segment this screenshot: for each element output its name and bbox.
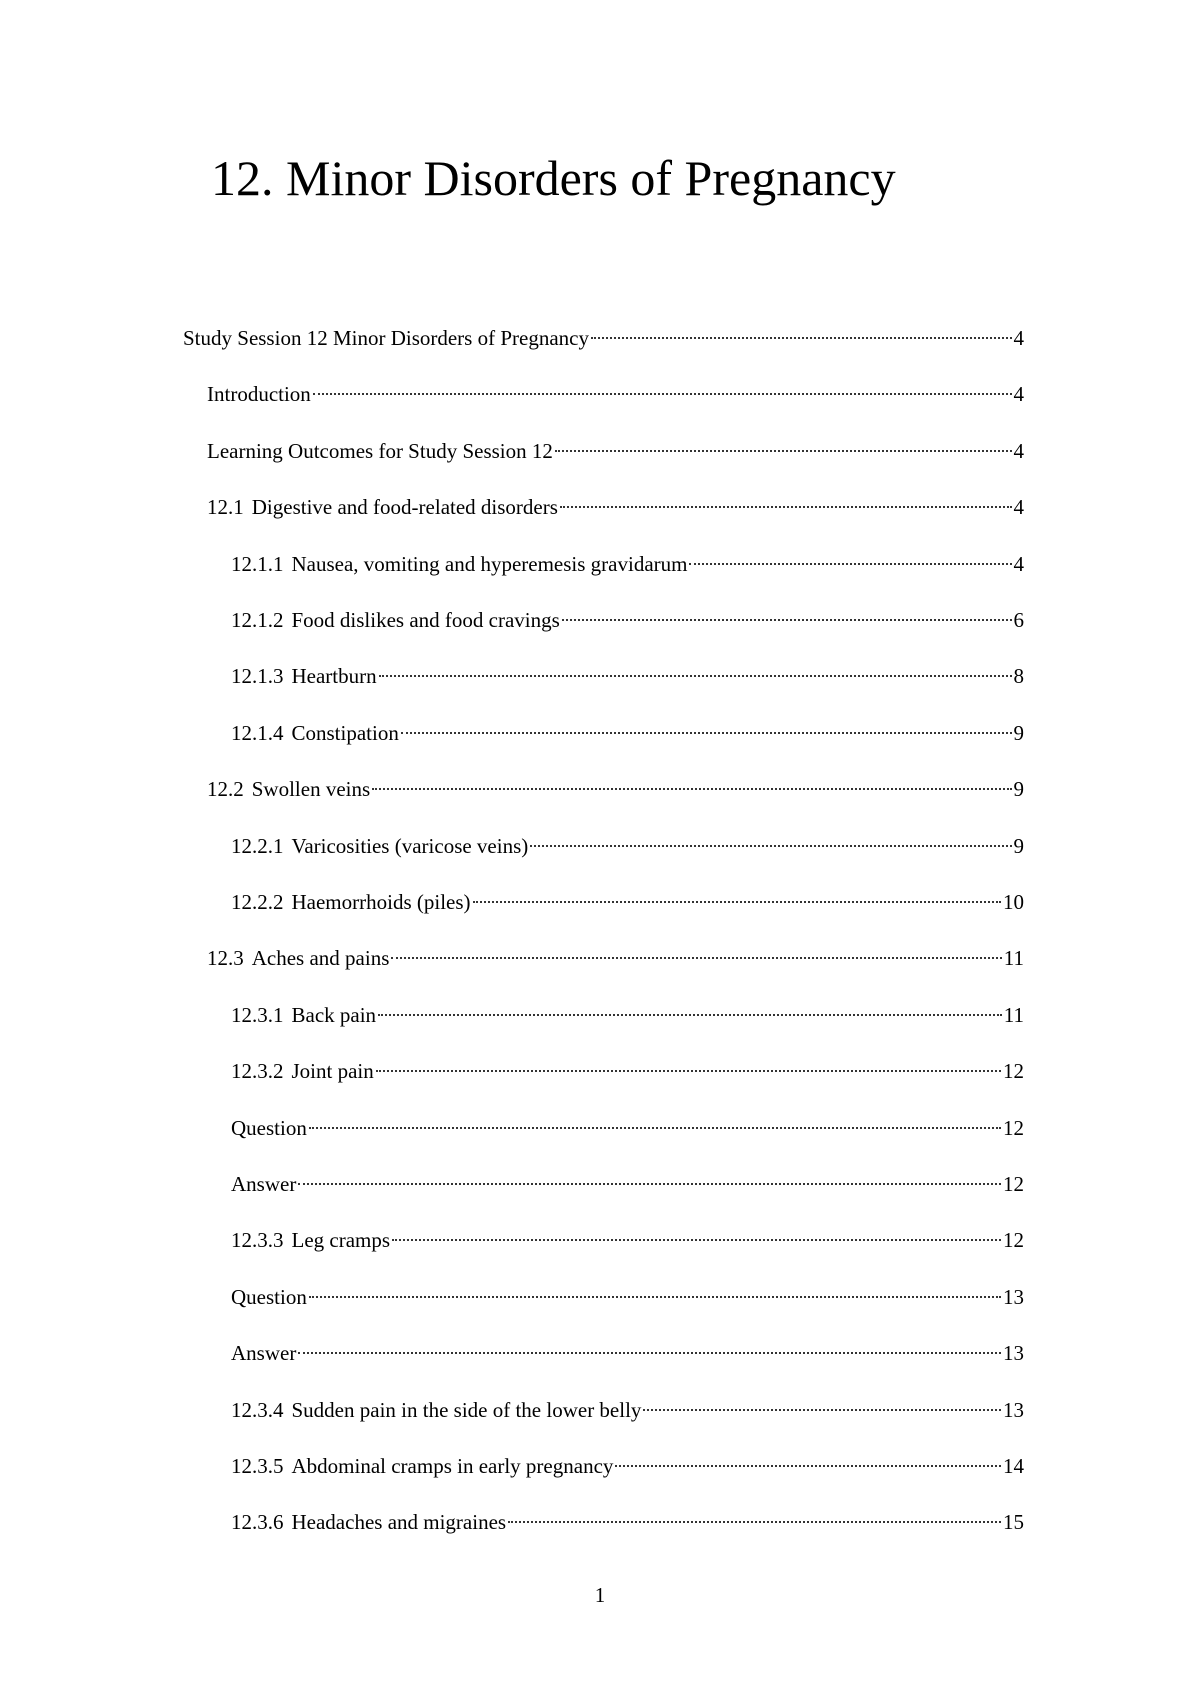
toc-entry[interactable] xyxy=(207,492,1024,522)
toc-entry-page: 4 xyxy=(1013,552,1024,576)
toc-entry-page: 9 xyxy=(1013,777,1024,801)
toc-entry-label: Aches and pains xyxy=(251,946,390,970)
toc-dot-leader xyxy=(555,450,1012,452)
toc-entry-label: Headaches and migraines xyxy=(291,1510,507,1534)
toc-entry-number: 12.3.6 xyxy=(231,1510,284,1534)
toc-entry-number: 12.3 xyxy=(207,946,244,970)
toc-entry-page: 12 xyxy=(1003,1172,1024,1196)
toc-dot-leader xyxy=(372,788,1011,790)
toc-entry[interactable] xyxy=(231,1225,1024,1255)
toc-entry[interactable] xyxy=(231,1395,1024,1425)
toc-entry-label: Back pain xyxy=(291,1003,377,1027)
toc-entry-label: Study Session 12 Minor Disorders of Pregnancy xyxy=(183,326,589,350)
toc-entry-page: 12 xyxy=(1003,1228,1024,1252)
toc-entry-page: 4 xyxy=(1013,382,1024,406)
toc-entry[interactable] xyxy=(231,1507,1024,1537)
toc-entry[interactable] xyxy=(231,1000,1024,1030)
toc-entry-label: Constipation xyxy=(291,721,399,745)
toc-entry-page: 14 xyxy=(1003,1454,1024,1478)
toc-entry-number: 12.1.2 xyxy=(231,608,284,632)
toc-entry-page: 15 xyxy=(1003,1510,1024,1534)
toc-entry-label: Digestive and food-related disorders xyxy=(251,495,558,519)
toc-dot-leader xyxy=(309,1296,1001,1298)
page-title: 12. Minor Disorders of Pregnancy xyxy=(211,150,896,206)
toc-entry-page: 13 xyxy=(1003,1285,1024,1309)
toc-entry[interactable] xyxy=(231,1169,1024,1199)
toc-entry-label: Nausea, vomiting and hyperemesis gravidarum xyxy=(291,552,688,576)
toc-dot-leader xyxy=(562,619,1012,621)
toc-entry[interactable] xyxy=(207,379,1024,409)
toc-entry-page: 6 xyxy=(1013,608,1024,632)
page-number: 1 xyxy=(594,1583,606,1607)
toc-entry-page: 12 xyxy=(1003,1059,1024,1083)
toc-entry-label: Question xyxy=(231,1116,307,1140)
toc-entry[interactable] xyxy=(207,436,1024,466)
toc-entry-page: 4 xyxy=(1013,439,1024,463)
toc-dot-leader xyxy=(560,506,1012,508)
toc-entry-label: Food dislikes and food cravings xyxy=(291,608,560,632)
toc-entry-number: 12.1 xyxy=(207,495,244,519)
toc-dot-leader xyxy=(379,675,1012,677)
toc-entry-label: Question xyxy=(231,1285,307,1309)
toc-dot-leader xyxy=(376,1070,1001,1072)
toc-dot-leader xyxy=(615,1465,1001,1467)
toc-dot-leader xyxy=(508,1521,1001,1523)
toc-dot-leader xyxy=(689,563,1011,565)
toc-entry[interactable] xyxy=(231,831,1024,861)
toc-entry-number: 12.1.3 xyxy=(231,664,284,688)
toc-dot-leader xyxy=(298,1352,1001,1354)
toc-entry[interactable] xyxy=(231,605,1024,635)
toc-entry-label: Leg cramps xyxy=(291,1228,391,1252)
toc-entry-label: Heartburn xyxy=(291,664,377,688)
toc-dot-leader xyxy=(591,337,1012,339)
toc-entry-number: 12.2.1 xyxy=(231,834,284,858)
toc-dot-leader xyxy=(473,901,1001,903)
toc-entry-number: 12.1.1 xyxy=(231,552,284,576)
toc-dot-leader xyxy=(298,1183,1001,1185)
toc-entry-page: 12 xyxy=(1003,1116,1024,1140)
toc-dot-leader xyxy=(530,845,1011,847)
toc-entry-label: Learning Outcomes for Study Session 12 xyxy=(207,439,553,463)
toc-entry-page: 13 xyxy=(1003,1398,1024,1422)
toc-dot-leader xyxy=(401,732,1012,734)
toc-entry-label: Introduction xyxy=(207,382,311,406)
toc-dot-leader xyxy=(378,1014,1002,1016)
toc-dot-leader xyxy=(309,1127,1001,1129)
toc-dot-leader xyxy=(391,957,1001,959)
toc-entry-label: Sudden pain in the side of the lower belly xyxy=(291,1398,642,1422)
toc-entry-label: Abdominal cramps in early pregnancy xyxy=(291,1454,614,1478)
toc-entry-number: 12.3.5 xyxy=(231,1454,284,1478)
toc-dot-leader xyxy=(392,1239,1001,1241)
toc-entry-label: Swollen veins xyxy=(251,777,371,801)
toc-entry-number: 12.2 xyxy=(207,777,244,801)
toc-entry-number: 12.3.1 xyxy=(231,1003,284,1027)
toc-dot-leader xyxy=(643,1409,1001,1411)
toc-entry[interactable] xyxy=(231,549,1024,579)
toc-entry-page: 13 xyxy=(1003,1341,1024,1365)
toc-entry-label: Joint pain xyxy=(291,1059,374,1083)
toc-entry-number: 12.3.3 xyxy=(231,1228,284,1252)
toc-entry[interactable] xyxy=(207,943,1024,973)
toc-entry-label: Answer xyxy=(231,1341,297,1365)
toc-entry-page: 11 xyxy=(1003,1003,1024,1027)
toc-entry-page: 9 xyxy=(1013,721,1024,745)
toc-entry-label: Haemorrhoids (piles) xyxy=(291,890,471,914)
toc-dot-leader xyxy=(313,393,1012,395)
toc-entry[interactable] xyxy=(183,323,1024,353)
toc-entry-number: 12.1.4 xyxy=(231,721,284,745)
toc-entry[interactable] xyxy=(231,1451,1024,1481)
toc-entry-page: 8 xyxy=(1013,664,1024,688)
toc-entry-page: 9 xyxy=(1013,834,1024,858)
toc-entry-number: 12.2.2 xyxy=(231,890,284,914)
toc-entry[interactable] xyxy=(231,1282,1024,1312)
toc-entry[interactable] xyxy=(231,887,1024,917)
toc-entry-label: Answer xyxy=(231,1172,297,1196)
toc-entry-page: 4 xyxy=(1013,495,1024,519)
toc-entry-label: Varicosities (varicose veins) xyxy=(291,834,529,858)
toc-entry[interactable] xyxy=(231,718,1024,748)
toc-entry[interactable] xyxy=(231,1113,1024,1143)
toc-entry-number: 12.3.4 xyxy=(231,1398,284,1422)
toc-entry-number: 12.3.2 xyxy=(231,1059,284,1083)
toc-entry-page: 4 xyxy=(1013,326,1024,350)
toc-entry[interactable] xyxy=(231,661,1024,691)
toc-entry-page: 11 xyxy=(1003,946,1024,970)
toc-entry[interactable] xyxy=(231,1056,1024,1086)
toc-entry[interactable] xyxy=(231,1338,1024,1368)
toc-entry-page: 10 xyxy=(1003,890,1024,914)
toc-entry[interactable] xyxy=(207,774,1024,804)
